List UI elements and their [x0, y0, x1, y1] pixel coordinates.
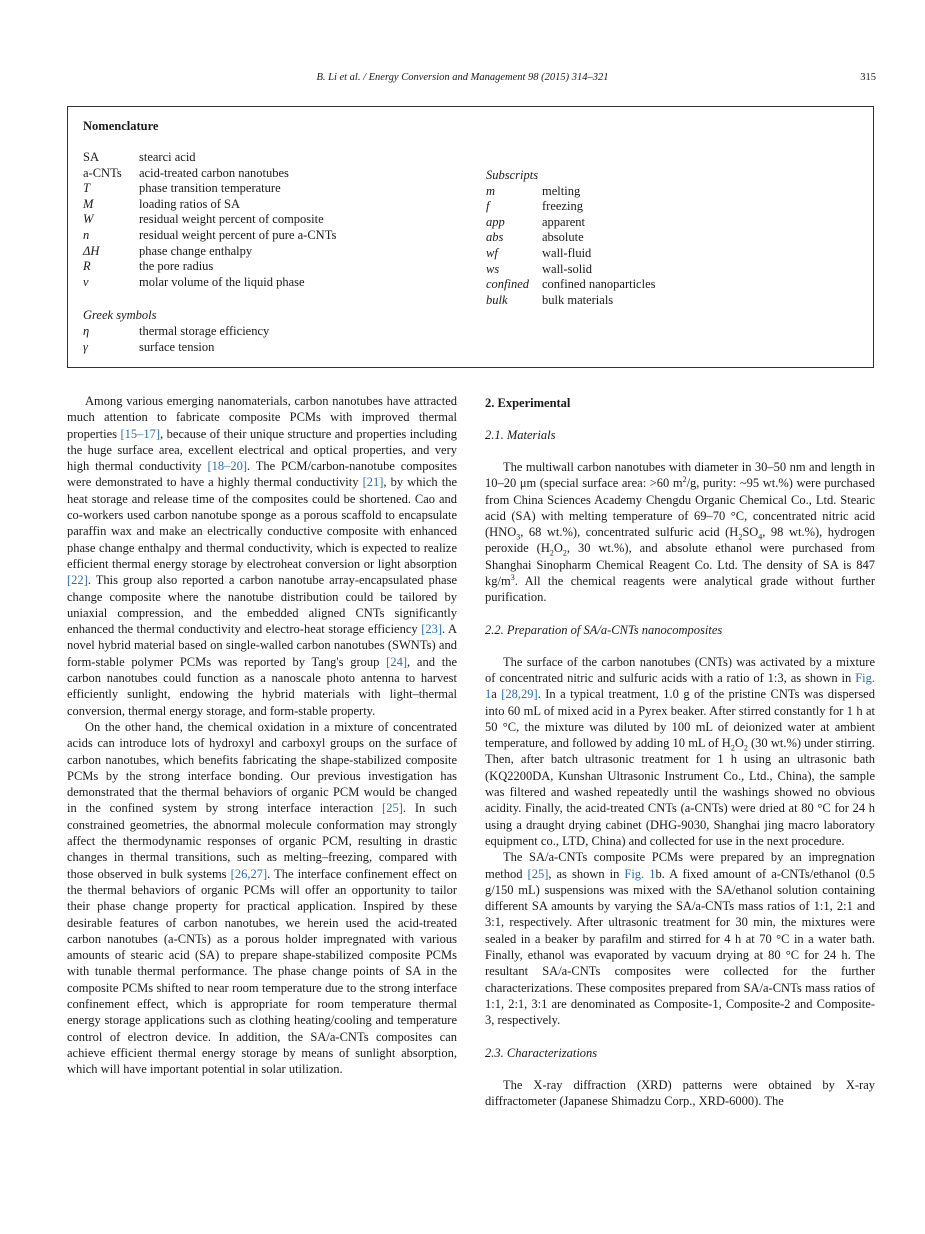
- symbol: v: [83, 274, 89, 289]
- definition: acid-treated carbon nanotubes: [139, 165, 289, 180]
- intro-paragraph-1: Among various emerging nanomaterials, carbon nanotubes have attracted much attention to fabricate composite PCMs with improved thermal properties [15–17], because of their unique structure and properties including the huge surface area, excellent electrical and optical properties, and very high thermal conductivity [18–20]. The PCM/carbon-nanotube composites were demonstrated to have a highly thermal conductivity [21], by which the heat storage and release time of the composites could be shortened. Cao and co-workers used carbon nanotube sponge as a porous scaffold to encapsulate paraffin wax and make an electrically conductive composite with enhanced phase change enthalpy and thermal conductivity, which is expected to realize efficient thermal energy storage by electroheat conversion or light absorption [22]. This group also reported a carbon nanotube array-encapsulated phase change composite where the nanotube distribution could be tailored by uniaxial compression, and the embedded aligned CNTs significantly enhanced the thermal conductivity and electro-heat storage efficiency [23]. A novel hybrid material based on single-walled carbon nanotubes (SWNTs) and form-stable polymer PCMs was reported by Tang's group [24], and the carbon nanotubes could function as a nanoscale photo antenna to harvest efficiently sunlight, endowing the hybrid materials with light–thermal conversion, thermal energy storage, and form-stable property.: [67, 394, 458, 718]
- subscripts-title: Subscripts: [486, 168, 539, 182]
- definition: phase transition temperature: [139, 181, 281, 196]
- definition: thermal storage efficiency: [139, 323, 270, 338]
- nomenclature-row: [486, 293, 866, 309]
- symbol: W: [83, 212, 94, 227]
- subsection-title-materials: 2.1. Materials: [485, 428, 556, 442]
- symbol: confined: [486, 277, 530, 292]
- characterizations-paragraph: The X-ray diffraction (XRD) patterns were obtained by X-ray diffractometer (Japanese Shimadzu Corp., XRD-6000). The: [485, 1077, 875, 1108]
- nomenclature-row: [486, 262, 866, 278]
- symbol: app: [486, 214, 505, 229]
- symbol: abs: [486, 230, 504, 245]
- definition: loading ratios of SA: [139, 196, 241, 211]
- preparation-paragraph-1: The surface of the carbon nanotubes (CNTs) was activated by a mixture of concentrated nitric and sulfuric acids with a ratio of 1:3, as shown in Fig. 1a [28,29]. In a typical treatment, 1.0 g of the pristine CNTs was dispersed into 60 mL of mixed acid in a Pyrex beaker. After stirred constantly for 1 h at 50 °C, the mixture was diluted by 100 mL of deionized water at ambient temperature, and followed by adding 10 mL of $H_2O_2$ (30 wt.%) under stirring. Then, after batch ultrasonic treatment for 1 h using an ultrasonic bath (KQ2200DA, Kunshan Ultrasonic Instrument Co., Ltd., China), the sample was filtered and washed repeatedly until the washings showed no obvious acidity. Finally, the acid-treated CNTs (a-CNTs) were dried at 80 °C for 24 h using a draught drying cabinet (DHG-9030, Shanghai jing macro laboratory equipment co., LTD, China) and collected for use in the next procedure.: [485, 654, 875, 848]
- symbol: wf: [486, 245, 498, 260]
- definition: absolute: [542, 230, 584, 245]
- definition: surface tension: [139, 339, 215, 354]
- symbol: ΔH: [83, 243, 100, 258]
- definition: wall-fluid: [542, 245, 592, 260]
- nomenclature-row: [83, 212, 463, 228]
- section-title-experimental: 2. Experimental: [485, 396, 571, 410]
- greek-symbols-title: Greek symbols: [83, 308, 157, 323]
- citation-link[interactable]: [23]: [421, 622, 443, 637]
- symbol: ws: [486, 261, 500, 276]
- nomenclature-row: [83, 244, 463, 260]
- citation-link[interactable]: [15–17]: [120, 426, 161, 441]
- definition: residual weight percent of composite: [139, 212, 324, 227]
- definition: wall-solid: [542, 261, 592, 276]
- definition: freezing: [542, 199, 583, 214]
- symbol: m: [486, 183, 496, 198]
- nomenclature-right-column: [486, 168, 866, 308]
- symbol: bulk: [486, 292, 508, 307]
- nomenclature-left-column: [83, 150, 463, 355]
- left-column: [67, 393, 457, 1077]
- nomenclature-row: [486, 230, 866, 246]
- nomenclature-row: [83, 166, 463, 182]
- nomenclature-row: [83, 150, 463, 166]
- page-number: 315: [860, 72, 876, 83]
- definition: the pore radius: [139, 259, 214, 274]
- right-column: [485, 393, 875, 1109]
- symbol: n: [83, 227, 90, 242]
- nomenclature-row: [83, 197, 463, 213]
- definition: apparent: [542, 214, 586, 229]
- symbol: SA: [83, 150, 99, 164]
- nomenclature-row: [83, 275, 463, 291]
- symbol: a-CNTs: [83, 165, 122, 180]
- preparation-paragraph-2: The SA/a-CNTs composite PCMs were prepared by an impregnation method [25], as shown in Fig. 1b. A fixed amount of a-CNTs/ethanol (0.5 g/150 mL) suspensions was mixed with the SA/ethanol solution containing different SA amounts by varying the SA/a-CNTs mass ratios of 1:1, 2:1 and 3:1, respectively. After ultrasonic treatment for 30 min, the mixtures were sealed in a beaker by parafilm and stirred for 4 h at 70 °C in a water bath. Finally, ethanol was evaporated by vacuum drying at 80 °C for 24 h. The resultant SA/a-CNTs composites were collected for the further characterizations. These composites prepared from SA/a-CNTs mass ratios of 1:1, 2:1, 3:1 are denominated as Composite-1, Composite-2 and Composite-3, respectively.: [485, 850, 875, 1028]
- symbol: T: [83, 181, 90, 196]
- definition: stearci acid: [139, 150, 196, 164]
- citation-link[interactable]: [28,29]: [501, 687, 538, 702]
- nomenclature-row: [83, 228, 463, 244]
- citation-link[interactable]: [21]: [362, 475, 384, 490]
- definition: bulk materials: [542, 292, 614, 307]
- citation-link[interactable]: [25]: [382, 801, 403, 816]
- intro-paragraph-2: On the other hand, the chemical oxidation in a mixture of concentrated acids can introduce lots of hydroxyl and carboxyl groups on the surface of carbon nanotubes, which benefits fabricating the shape-stabilized composite PCMs by the strong interface bonding. Our previous investigation has demonstrated that the thermal behaviors of organic PCM would be changed in the confined system by strong interface interaction [25]. In such constrained geometries, the abnormal molecule conformation may strongly affect the thermodynamic responses of organic PCM, resulting in drastic changes in thermal transitions, such as melting–freezing, compared with those observed in bulk systems [26,27]. The interface confinement effect on the thermal behaviors of organic PCMs will offer an opportunity to tailor their phase change property for practical application. Inspired by these desirable features of carbon nanotubes, we herein used the acid-treated carbon nanotubes (a-CNTs) as a porous holder impregnated with various amounts of stearic acid (SA) to prepare shape-stabilized composite PCMs with tunable thermal performance. The phase change points of SA in the composite PCMs shifted to near room temperature due to the strong interface confinement effect, which is appropriate for room temperature thermal energy storage applications such as clothing heating/cooling and temperature control of electron device. In addition, the SA/a-CNTs composites can achieve efficient thermal energy storage by means of sunlight absorption, which will have important potential in solar utilization.: [67, 719, 457, 1077]
- citation-link[interactable]: [24]: [386, 654, 407, 669]
- nomenclature-row: [486, 199, 866, 215]
- nomenclature-row: [486, 246, 866, 262]
- nomenclature-row: [83, 181, 463, 197]
- running-head: B. Li et al. / Energy Conversion and Management 98 (2015) 314–321: [316, 72, 609, 83]
- nomenclature-row: [83, 259, 463, 275]
- citation-link[interactable]: [25]: [527, 866, 549, 881]
- nomenclature-row: [486, 277, 866, 293]
- citation-link[interactable]: [18–20]: [207, 459, 248, 474]
- subsection-title-preparation: 2.2. Preparation of SA/a-CNTs nanocomposites: [485, 622, 723, 637]
- symbol: f: [486, 199, 490, 214]
- materials-paragraph: The multiwall carbon nanotubes with diameter in 30–50 nm and length in 10–20 μm (special surface area: >60 $m^2/g$, purity: ~95 wt.%) were purchased from China Sciences Academy Chengdu Organic Chemical Co., Ltd. Stearic acid (SA) with melting temperature of 69–70 °C, concentrated nitric acid ($HNO_3$, 68 wt.%), concentrated sulfuric acid ($H_2SO_4$, 98 wt.%), hydrogen peroxide ($H_2O_2$, 30 wt.%), and absolute ethanol were purchased from Shanghai Sinopharm Chemical Reagent Co. Ltd. The density of SA is 847 $kg/m^3$. All the chemical reagents were analytical grade without further purification.: [485, 460, 876, 605]
- symbol: γ: [83, 339, 88, 354]
- subsection-title-characterizations: 2.3. Characterizations: [485, 1045, 598, 1060]
- nomenclature-row: [486, 215, 866, 231]
- citation-link[interactable]: [26,27]: [230, 866, 268, 881]
- definition: confined nanoparticles: [542, 277, 656, 292]
- nomenclature-title: Nomenclature: [83, 119, 159, 133]
- symbol: M: [83, 196, 94, 211]
- definition: residual weight percent of pure a-CNTs: [139, 227, 337, 242]
- definition: molar volume of the liquid phase: [139, 274, 305, 289]
- nomenclature-row: [83, 324, 463, 340]
- definition: melting: [542, 183, 581, 198]
- figure-link[interactable]: Fig. 1: [485, 670, 875, 702]
- definition: phase change enthalpy: [139, 243, 253, 258]
- symbol: R: [83, 259, 91, 274]
- symbol: η: [83, 323, 90, 338]
- nomenclature-box: [67, 106, 874, 368]
- citation-link[interactable]: [22]: [67, 573, 88, 588]
- nomenclature-row: [486, 184, 866, 200]
- nomenclature-row: [83, 340, 463, 356]
- figure-link[interactable]: Fig. 1: [624, 866, 656, 881]
